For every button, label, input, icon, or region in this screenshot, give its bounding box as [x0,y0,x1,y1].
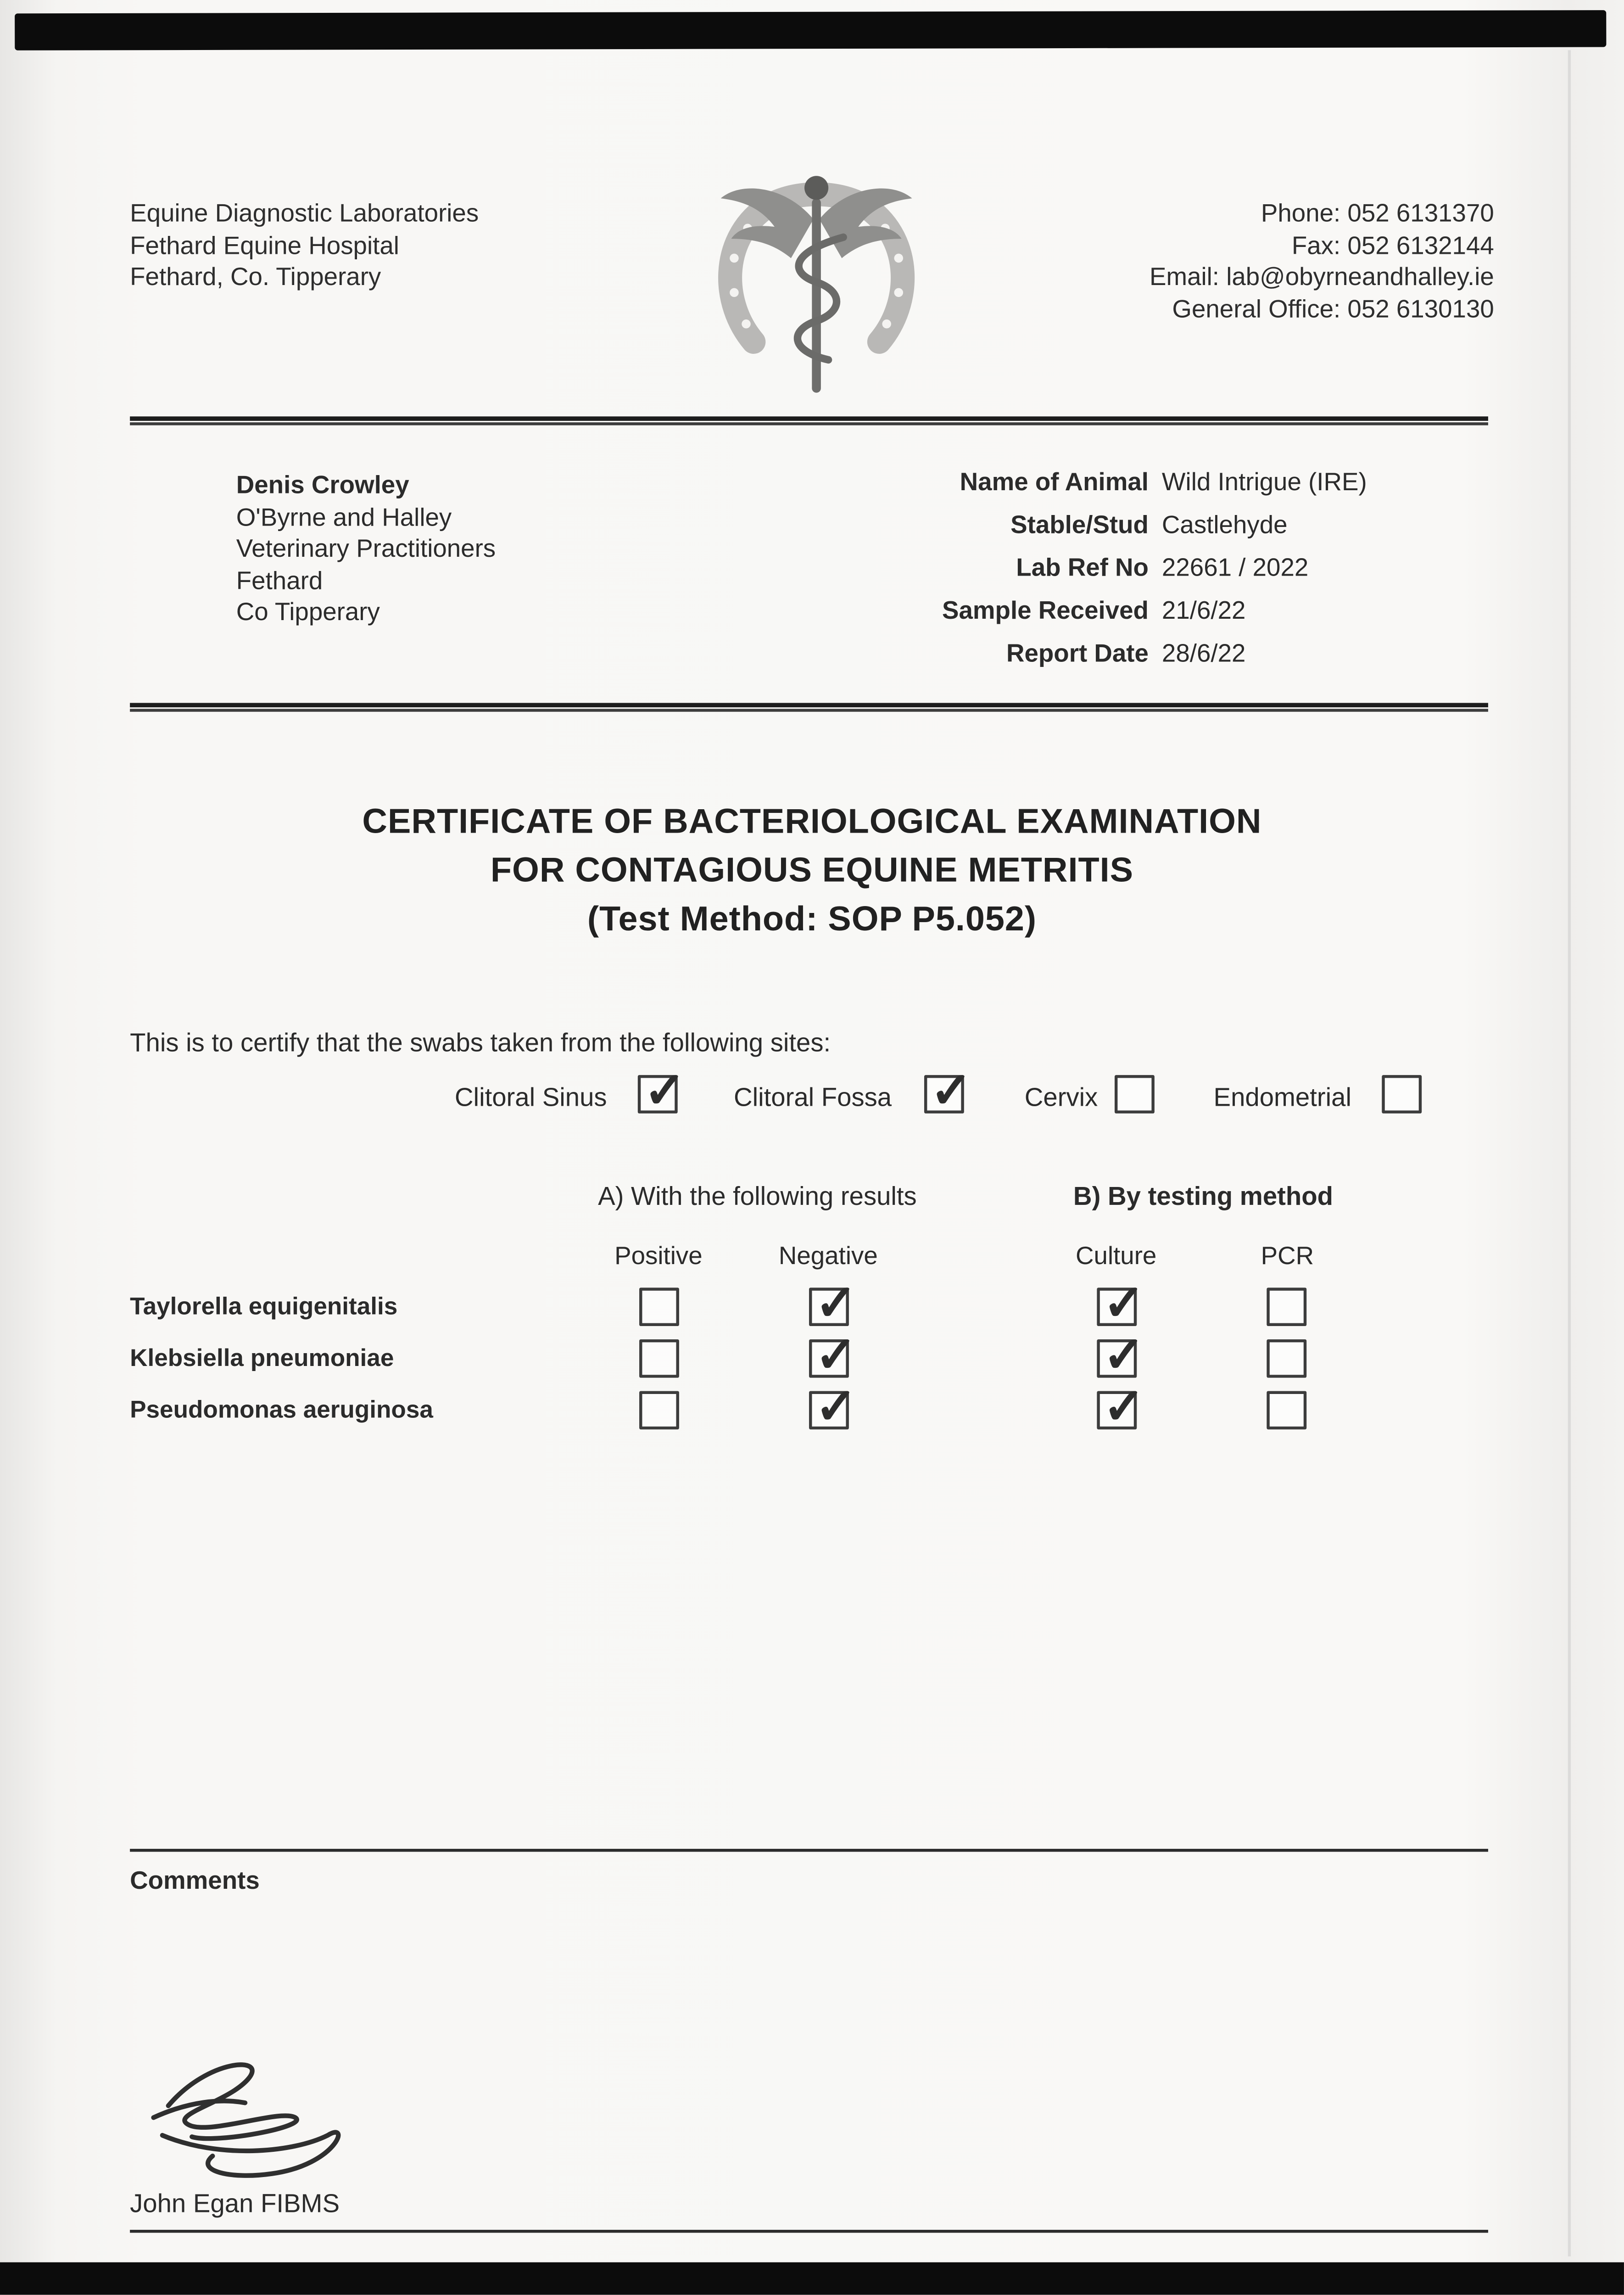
culture-checkbox [1097,1287,1137,1326]
detail-row [827,638,1506,670]
detail-row [827,509,1506,541]
email-line: Email: lab@obyrneandhalley.ie [1150,263,1494,291]
site-label-clitoral-sinus: Clitoral Sinus [454,1082,607,1112]
organism-name: Klebsiella pneumoniae [130,1345,394,1372]
scan-artifact-top-bar [15,10,1606,50]
culture-checkbox [1097,1391,1137,1430]
sample-details-block [827,467,1506,681]
footer-rule [130,2230,1488,2233]
letterhead-contact-block [1150,198,1494,325]
recipient-town: Fethard [236,566,323,594]
comments-label: Comments [130,1866,260,1895]
detail-row [827,595,1506,627]
negative-checkbox [809,1287,849,1326]
culture-checkbox [1097,1339,1137,1378]
lab-hospital: Fethard Equine Hospital [130,231,399,259]
clitoral-sinus-checkbox [638,1075,678,1114]
detail-label: Sample Received [942,596,1149,625]
recipient-practice: O'Byrne and Halley [236,503,452,531]
pcr-checkbox [1267,1391,1306,1430]
organism-name: Pseudomonas aeruginosa [130,1397,433,1424]
column-header-culture: Culture [1076,1242,1157,1270]
organism-row [0,1339,1624,1384]
organism-row [0,1287,1624,1332]
scan-artifact-bottom-bar [0,2262,1624,2295]
detail-row [827,552,1506,584]
general-office-line: General Office: 052 6130130 [1172,294,1494,323]
positive-checkbox [639,1339,679,1378]
site-label-clitoral-fossa: Clitoral Fossa [733,1082,892,1112]
lab-name: Equine Diagnostic Laboratories [130,199,479,228]
endometrial-checkbox [1382,1075,1422,1114]
organism-name: Taylorella equigenitalis [130,1293,398,1321]
negative-checkbox [809,1339,849,1378]
column-header-pcr: PCR [1261,1242,1314,1270]
positive-checkbox [639,1287,679,1326]
site-label-endometrial: Endometrial [1213,1082,1351,1112]
certify-statement: This is to certify that the swabs taken from the following sites: [130,1028,831,1058]
cervix-checkbox [1115,1075,1155,1114]
fax-line: Fax: 052 6132144 [1291,231,1494,259]
organism-row [0,1391,1624,1436]
detail-label: Report Date [1006,639,1149,668]
caduceus-horseshoe-icon [697,159,936,398]
comments-rule [130,1849,1488,1852]
detail-label: Name of Animal [960,468,1149,496]
method-group-heading: B) By testing method [1073,1181,1334,1211]
swab-sites-row [0,1075,1624,1134]
letterhead-lab-address [130,198,479,293]
negative-checkbox [809,1391,849,1430]
positive-checkbox [639,1391,679,1430]
detail-value: Wild Intrigue (IRE) [1161,468,1367,496]
handwritten-signature [127,2047,378,2200]
recipient-name: Denis Crowley [236,471,409,499]
detail-row [827,467,1506,498]
site-label-cervix: Cervix [1024,1082,1098,1112]
detail-value: 22661 / 2022 [1161,554,1309,582]
pcr-checkbox [1267,1339,1306,1378]
recipient-county: Co Tipperary [236,598,380,627]
column-header-negative: Negative [778,1242,878,1270]
title-line-3: (Test Method: SOP P5.052) [587,899,1037,938]
pcr-checkbox [1267,1287,1306,1326]
recipient-role: Veterinary Practitioners [236,534,496,563]
lab-location: Fethard, Co. Tipperary [130,263,381,291]
divider-rule [130,416,1488,425]
divider-rule [130,703,1488,711]
detail-value: Castlehyde [1161,511,1288,539]
phone-line: Phone: 052 6131370 [1261,199,1494,228]
recipient-address-block [236,470,496,628]
title-line-2: FOR CONTAGIOUS EQUINE METRITIS [490,851,1134,889]
clitoral-fossa-checkbox [924,1075,964,1114]
title-line-1: CERTIFICATE OF BACTERIOLOGICAL EXAMINATION [362,801,1262,840]
detail-label: Lab Ref No [1016,554,1149,582]
certificate-title [0,797,1624,944]
detail-label: Stable/Stud [1010,511,1149,539]
detail-value: 28/6/22 [1161,639,1246,668]
paper-edge-shadow [1568,50,1571,2256]
signatory-name: John Egan FIBMS [130,2188,340,2218]
detail-value: 21/6/22 [1161,596,1246,625]
column-header-positive: Positive [614,1242,703,1270]
results-group-heading: A) With the following results [598,1181,917,1211]
